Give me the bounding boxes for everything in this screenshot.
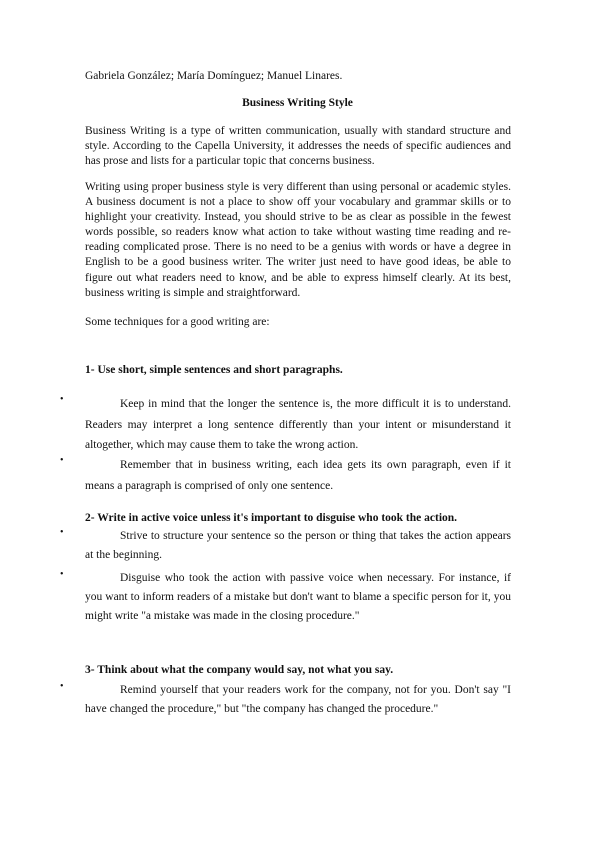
list-item: [60, 569, 511, 626]
bullet-icon: •: [60, 394, 64, 405]
paragraph-definition: Business Writing is a type of written communication, usually with standard structure and style. According to the Capella University, it addresses the needs of specific audiences and has prose and lists for a particular topic that concerns business.: [85, 125, 511, 168]
techniques-intro: Some techniques for a good writing are:: [85, 316, 270, 328]
authors-line: Gabriela González; María Domínguez; Manuel Linares.: [85, 70, 343, 82]
list-item: [60, 455, 511, 496]
section-heading-1: 1- Use short, simple sentences and short paragraphs.: [85, 364, 343, 376]
list-item: [60, 681, 511, 719]
section-heading-2: 2- Write in active voice unless it's important to disguise who took the action.: [85, 512, 458, 524]
list-item-text: Remember that in business writing, each idea gets its own paragraph, even if it means a paragraph is comprised of only one sentence.: [85, 459, 511, 492]
list-item: [60, 527, 511, 565]
paragraph-style: Writing using proper business style is very different than using personal or academic styles. A business document is not a place to show off your vocabulary and grammar skills or to highlight your creativity. Instead, you should strive to be as clear as possible in the fewest words possible, so readers know what action to take without wasting time reading and re-reading complicated prose. There is no need to be a genius with words or have a degree in English to be a good business writer. The writer just need to have good ideas, be able to figure out what readers need to know, and be able to express himself clearly. At its best, business writing is simple and straightforward.: [85, 181, 511, 299]
bullet-icon: •: [60, 681, 64, 692]
section-heading-3: 3- Think about what the company would say, not what you say.: [85, 664, 394, 676]
bullet-icon: •: [60, 527, 64, 538]
list-item-text: Keep in mind that the longer the sentence is, the more difficult it is to understand. Readers may interpret a long sentence differently than your intent or misunderstand it altogether, which may cause them to take the wrong action.: [85, 398, 511, 451]
list-item-text: Remind yourself that your readers work for the company, not for you. Don't say "I have changed the procedure," but "the company has changed the procedure.": [85, 684, 511, 715]
list-item-text: Strive to structure your sentence so the person or thing that takes the action appears at the beginning.: [85, 530, 511, 561]
document-title: Business Writing Style: [242, 97, 353, 109]
list-item: [60, 394, 511, 456]
bullet-icon: •: [60, 455, 64, 466]
bullet-icon: •: [60, 569, 64, 580]
list-item-text: Disguise who took the action with passive voice when necessary. For instance, if you want to inform readers of a mistake but don't want to blame a specific person for it, you might write "a mistake was made in the closing procedure.": [85, 572, 511, 622]
